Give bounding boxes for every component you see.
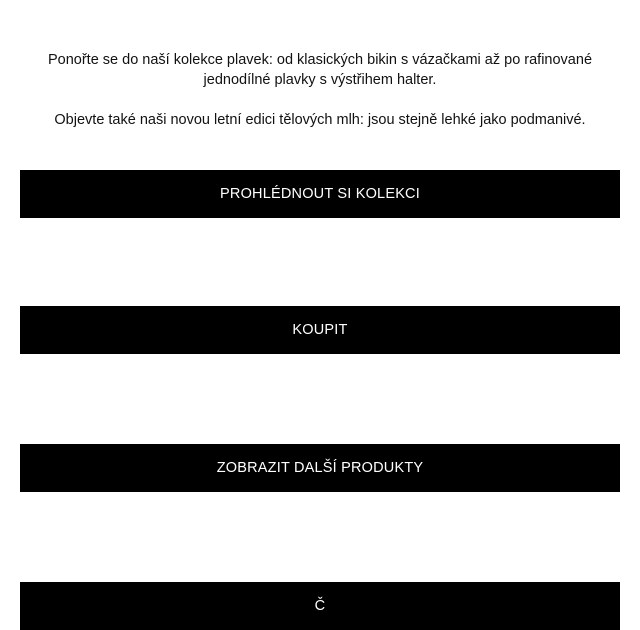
browse-collection-button-label: PROHLÉDNOUT SI KOLEKCI	[220, 186, 420, 202]
browse-collection-button[interactable]	[20, 170, 620, 218]
partial-cta-button[interactable]	[20, 582, 620, 630]
buy-button[interactable]	[20, 306, 620, 354]
intro-paragraph-swimwear: Ponořte se do naší kolekce plavek: od klasických bikin s vázačkami až po rafinované jednodílné plavky s výstřihem halter.	[47, 52, 593, 88]
partial-cta-button-label: Č	[314, 598, 326, 614]
intro-paragraph-body-mist: Objevte také naši novou letní edici tělových mlh: jsou stejně lehké jako podmanivé.	[54, 112, 586, 128]
more-products-button-label: ZOBRAZIT DALŠÍ PRODUKTY	[216, 460, 424, 476]
buy-button-label: KOUPIT	[292, 322, 348, 338]
more-products-button[interactable]	[20, 444, 620, 492]
